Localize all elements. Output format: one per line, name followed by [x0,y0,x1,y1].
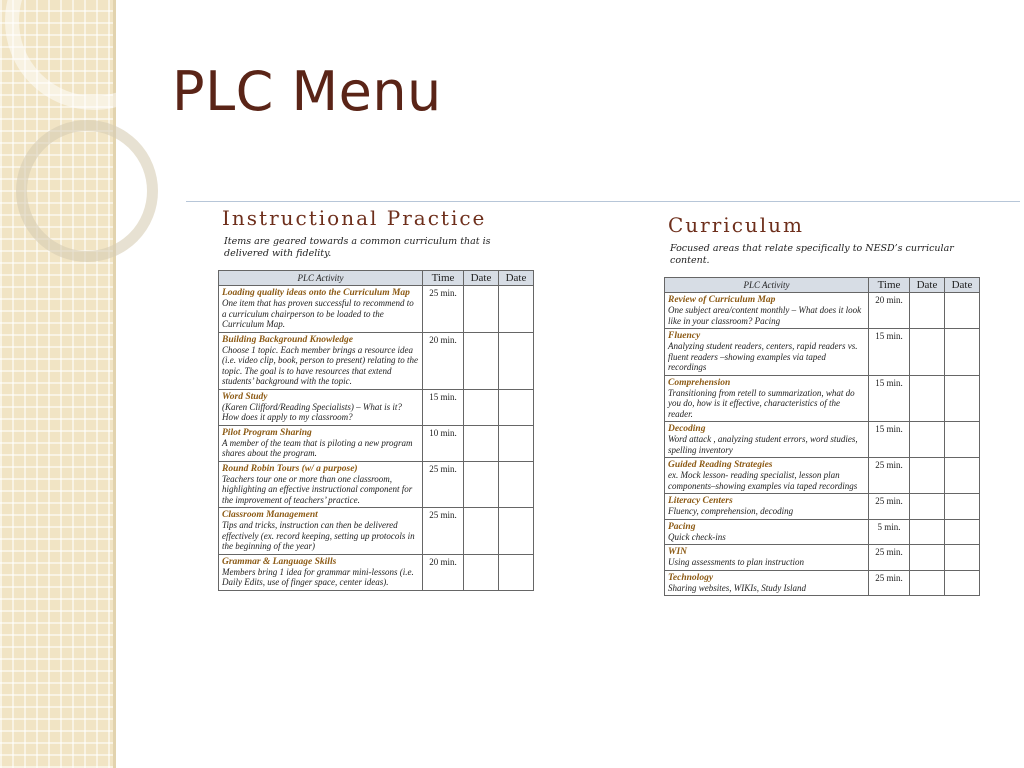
date-cell [945,519,980,545]
time-cell: 25 min. [423,461,464,508]
activity-cell [219,286,423,333]
table-row [665,422,980,458]
date-cell [464,389,499,425]
activity-cell [219,332,423,389]
activity-title: Decoding [668,424,706,434]
date-cell [499,332,534,389]
date-cell [945,570,980,596]
date-cell [910,293,945,329]
time-cell: 25 min. [423,508,464,555]
activity-title: Literacy Centers [668,496,733,506]
table-row [219,554,534,590]
activity-description: Transitioning from retell to summarization, what do you do, how is it effective, characteristics of the reader. [668,387,855,419]
section-heading: Curriculum [668,213,805,237]
activity-title: Loading quality ideas onto the Curriculum Map [222,288,410,298]
table-row [219,389,534,425]
table-body [219,286,534,591]
table-row [665,494,980,520]
time-cell: 25 min. [869,458,910,494]
table-row [665,375,980,422]
activity-cell [219,461,423,508]
column-header-date: Date [910,278,945,293]
activity-cell [665,422,869,458]
date-cell [464,461,499,508]
date-cell [464,332,499,389]
date-cell [910,458,945,494]
activity-title: Building Background Knowledge [222,334,353,345]
table-header-row [665,278,980,293]
table-row [219,332,534,389]
time-cell: 15 min. [869,422,910,458]
section-description: Focused areas that relate specifically to NESD’s curricular content. [670,243,954,266]
table-row [665,329,980,376]
section-description: Items are geared towards a common curriculum that is delivered with fidelity. [224,236,491,259]
sidebar-edge [113,0,116,768]
activity-title: Pilot Program Sharing [222,427,312,438]
date-cell [945,422,980,458]
activity-title: Fluency [668,331,701,341]
column-header-activity: PLC Activity [665,278,869,293]
time-cell: 15 min. [869,375,910,422]
table-row [665,519,980,545]
time-cell: 25 min. [869,570,910,596]
activity-description: Tips and tricks, instruction can then be delivered effectively (ex. record keeping, setting up protocols in the beginning of the year) [222,520,415,551]
table-row [219,508,534,555]
activity-description: (Karen Clifford/Reading Specialists) – What is it? How does it apply to my classroom? [222,401,402,422]
date-cell [464,508,499,555]
activity-title: Round Robin Tours (w/ a purpose) [222,463,358,474]
column-header-time: Time [869,278,910,293]
activity-description: Using assessments to plan instruction [668,557,805,567]
date-cell [464,554,499,590]
date-cell [910,329,945,376]
time-cell: 20 min. [869,293,910,329]
decorative-sidebar [0,0,113,768]
table-row [665,293,980,329]
activity-cell [219,508,423,555]
column-header-date: Date [464,271,499,286]
instructional-activity-table [218,270,534,591]
activity-title: Guided Reading Strategies [668,460,773,470]
column-header-time: Time [423,271,464,286]
activity-description: Fluency, comprehension, decoding [668,506,794,516]
activity-description: Choose 1 topic. Each member brings a resource idea (i.e. video clip, book, person to present) relating to the topic. The goal is to have resources that extend students’ background with the topic. [222,344,419,386]
decorative-ring-middle [16,120,158,262]
date-cell [945,293,980,329]
activity-title: Word Study [222,391,268,402]
column-header-date: Date [945,278,980,293]
activity-description: Teachers tour one or more than one classroom, highlighting an effective instructional component for the improvement of teachers’ practice. [222,473,413,505]
column-header-date: Date [499,271,534,286]
activity-description: Members bring 1 idea for grammar mini-lessons (i.e. Daily Edits, use of finger space, center ideas). [222,566,414,587]
activity-title: Pacing [668,521,696,532]
activity-description: A member of the team that is piloting a new program shares about the program. [222,437,413,458]
table-row [665,545,980,571]
date-cell [945,545,980,571]
date-cell [464,286,499,333]
activity-cell [665,519,869,545]
time-cell: 5 min. [869,519,910,545]
activity-title: Grammar & Language Skills [222,556,337,567]
activity-cell [665,570,869,596]
activity-title: WIN [668,547,688,557]
instructional-practice-section [218,206,538,591]
activity-description: Analyzing student readers, centers, rapid readers vs. fluent readers –showing examples via taped recordings [668,341,858,372]
activity-cell [665,293,869,329]
table-row [665,570,980,596]
date-cell [499,286,534,333]
date-cell [499,554,534,590]
activity-title: Technology [668,572,714,583]
activity-description: Sharing websites, WIKIs, Study Island [668,582,806,593]
table-row [665,458,980,494]
date-cell [910,375,945,422]
date-cell [910,422,945,458]
divider-line [186,201,1020,202]
table-row [219,425,534,461]
time-cell: 25 min. [869,545,910,571]
activity-description: Quick check-ins [668,531,726,542]
date-cell [499,425,534,461]
date-cell [910,519,945,545]
activity-description: Word attack , analyzing student errors, word studies, spelling inventory [668,434,858,455]
time-cell: 10 min. [423,425,464,461]
activity-description: One subject area/content monthly – What does it look like in your classroom? Pacing [668,305,862,326]
table-header-row [219,271,534,286]
activity-cell [665,375,869,422]
date-cell [499,508,534,555]
time-cell: 25 min. [423,286,464,333]
table-row [219,461,534,508]
date-cell [910,494,945,520]
time-cell: 25 min. [869,494,910,520]
column-header-activity: PLC Activity [219,271,423,286]
activity-cell [219,389,423,425]
date-cell [910,545,945,571]
curriculum-section [664,213,984,596]
activity-cell [219,554,423,590]
date-cell [464,425,499,461]
activity-cell [665,494,869,520]
date-cell [945,329,980,376]
time-cell: 15 min. [869,329,910,376]
activity-description: ex. Mock lesson- reading specialist, lesson plan components–showing examples via taped recordings [668,470,858,491]
activity-title: Comprehension [668,377,731,388]
activity-description: One item that has proven successful to recommend to a curriculum chairperson to be loaded to the Curriculum Map. [222,298,414,329]
activity-title: Review of Curriculum Map [668,295,776,305]
date-cell [910,570,945,596]
section-heading: Instructional Practice [222,206,487,230]
time-cell: 20 min. [423,332,464,389]
date-cell [499,389,534,425]
date-cell [945,375,980,422]
slide-title: PLC Menu [172,60,442,123]
date-cell [499,461,534,508]
activity-cell [665,545,869,571]
date-cell [945,458,980,494]
activity-title: Classroom Management [222,510,318,520]
table-row [219,286,534,333]
activity-cell [665,458,869,494]
activity-cell [665,329,869,376]
activity-cell [219,425,423,461]
time-cell: 20 min. [423,554,464,590]
time-cell: 15 min. [423,389,464,425]
date-cell [945,494,980,520]
curriculum-activity-table [664,277,980,596]
table-body [665,293,980,596]
